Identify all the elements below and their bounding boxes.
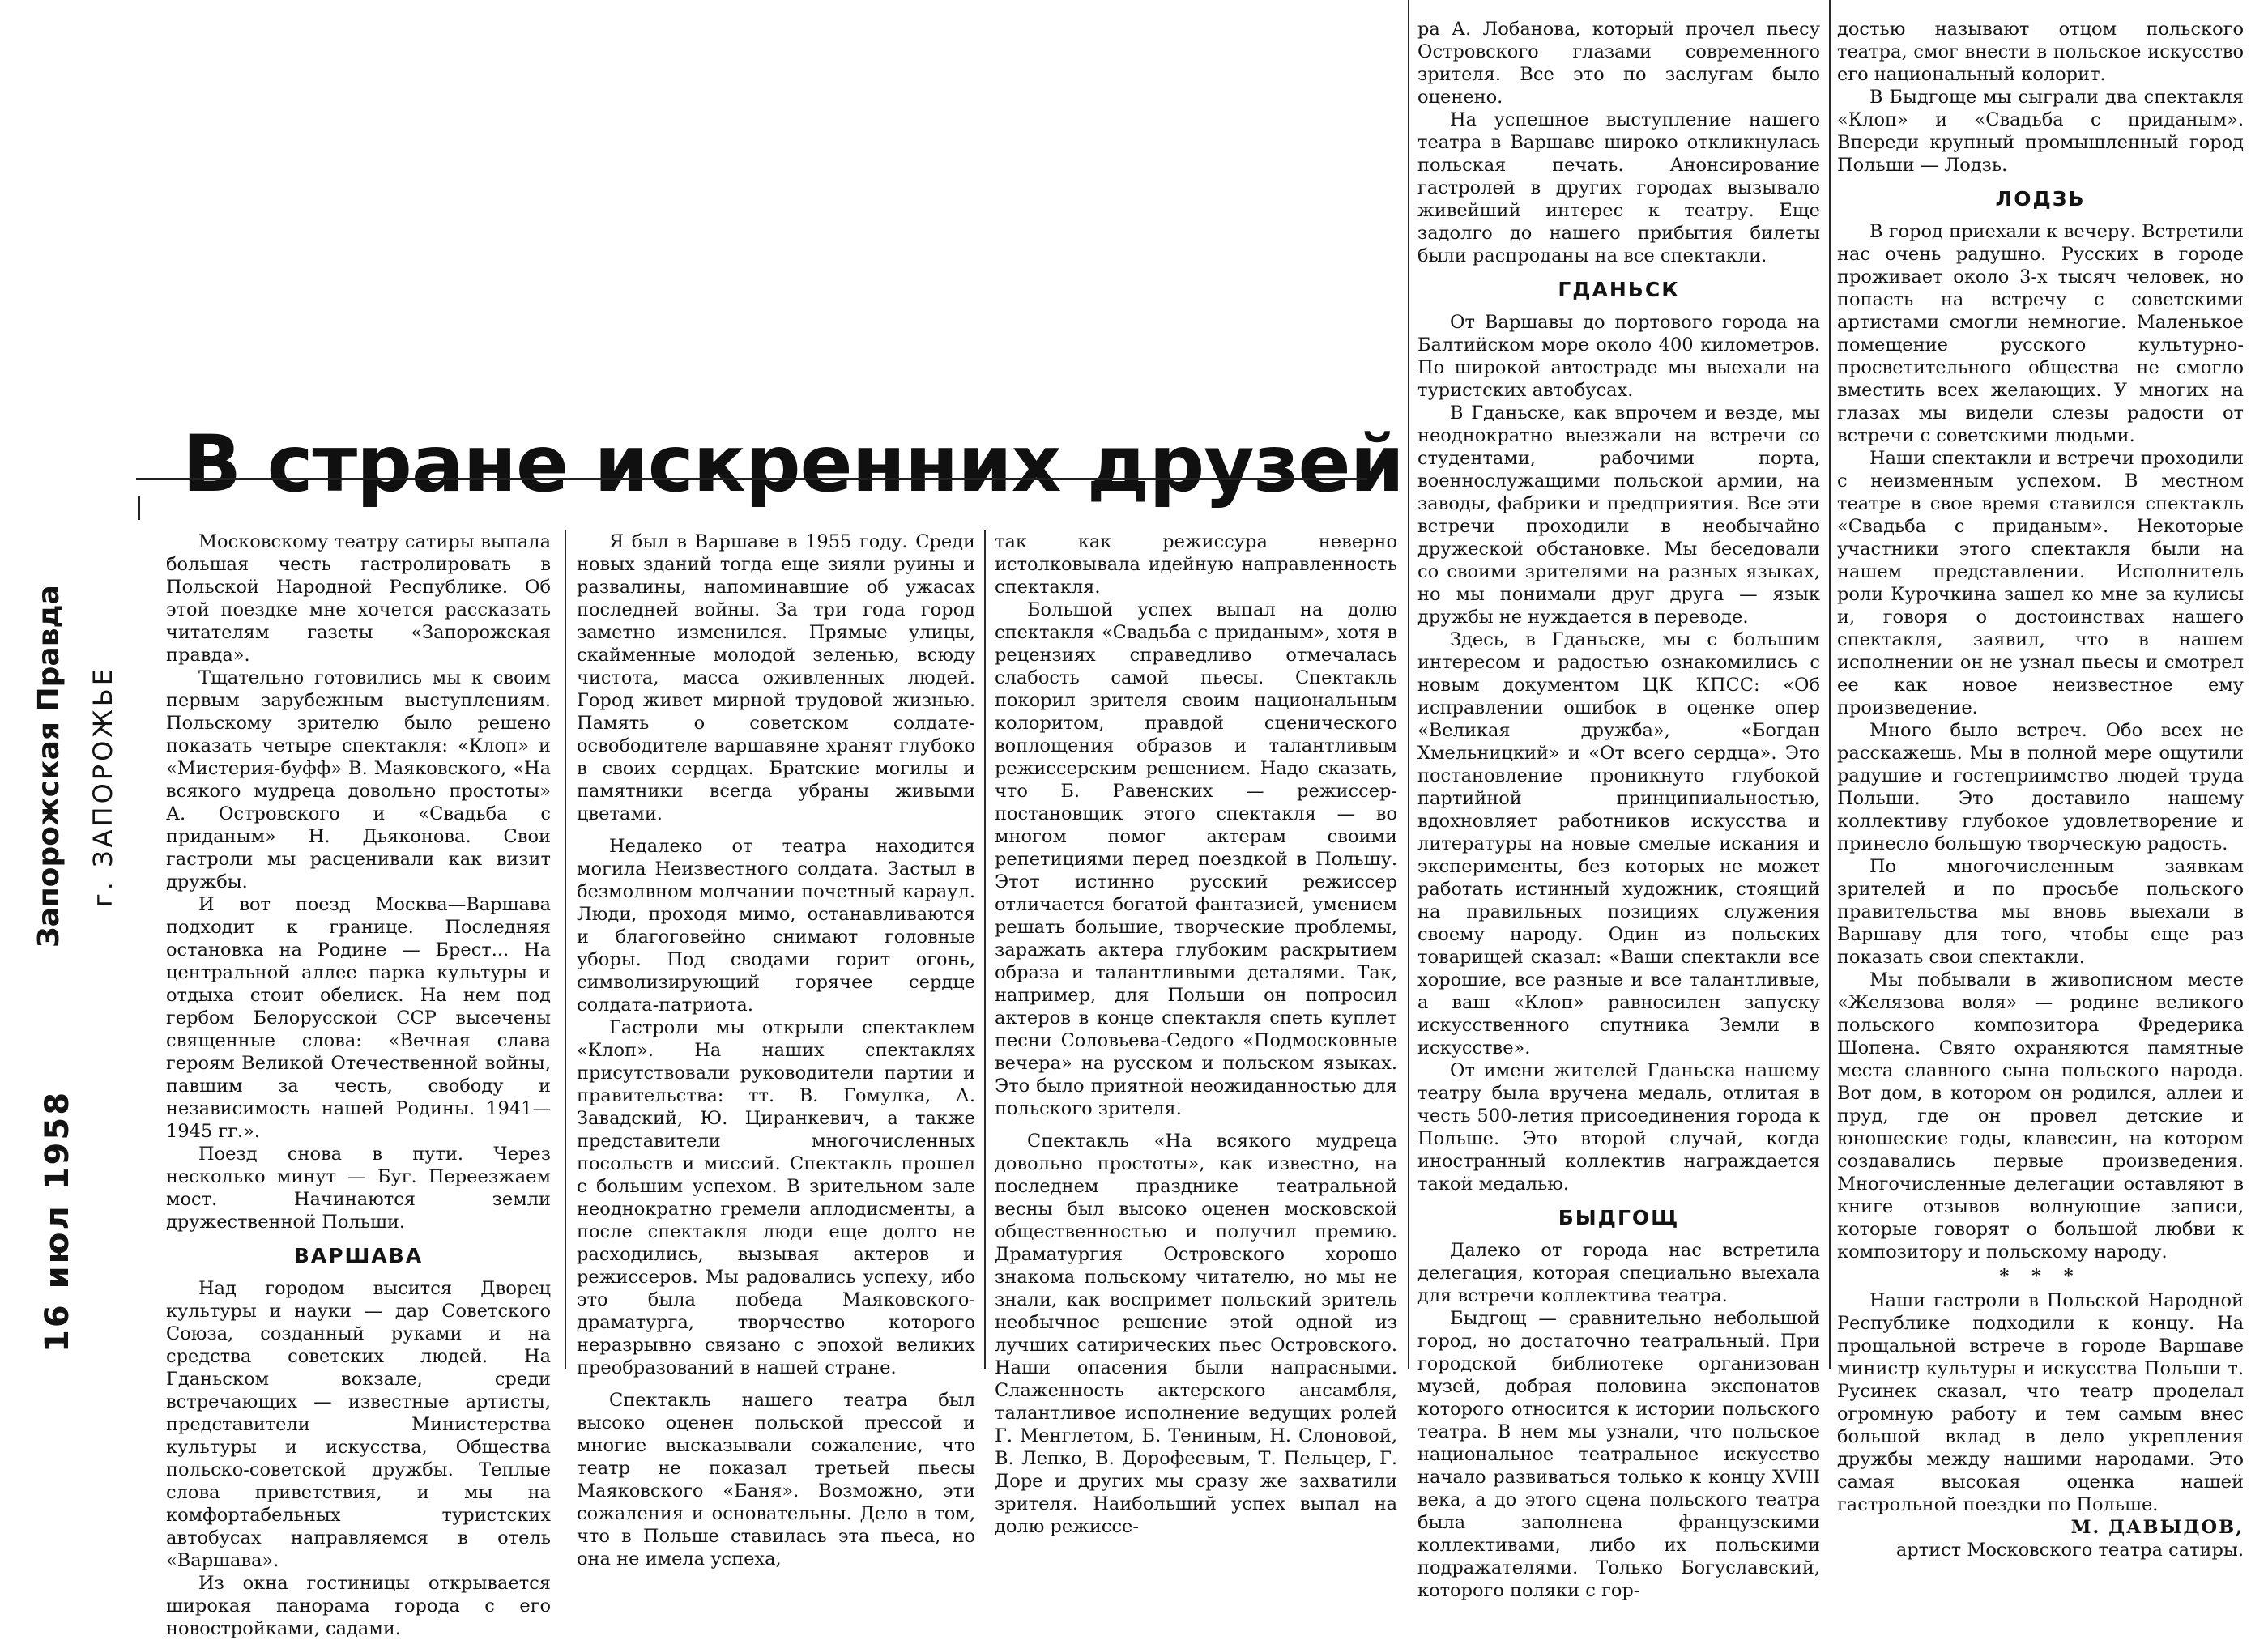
paragraph: достью называют отцом польского театра, смог внести в польское искусство его национальный колорит. bbox=[1837, 19, 2244, 85]
paragraph: Спектакль «На всякого мудреца довольно простоты», как известно, на последнем празднике театральной весны был высоко оценен московской общественностью и получил премию. Драматургия Островского хорошо знакома польскому читателю, но мы не знали, как воспримет польский зритель необычное решение этой одной из лучших сатирических пьес Островского. Наши опасения были напрасными. Слаженность актерского ансамбля, талантливое исполнение ведущих ролей Г. Менглетом, Б. Тениным, Н. Слоновой, В. Лепко, В. Дорофеевым, Т. Пельцер, Г. Доре и других мы сразу же захватили зрителя. Наибольший успех выпал на долю режиссе- bbox=[995, 1131, 1397, 1537]
column-divider-2 bbox=[984, 530, 986, 1369]
paragraph: От имени жителей Гданьска нашему театру была вручена медаль, отлитая в честь 500-летия присоединения города к Польше. Это второй случай, когда иностранный коллектив награждается такой медалью. bbox=[1418, 1060, 1820, 1195]
article-column-1 bbox=[166, 530, 551, 1639]
article-column-5 bbox=[1837, 18, 2244, 1561]
section-heading-lodz: ЛОДЗЬ bbox=[1995, 187, 2086, 211]
paragraph: В город приехали к вечеру. Встретили нас очень радушно. Русских в городе проживает около 3-х тысяч человек, но попасть на встречу с советскими артистами смогли немногие. Маленькое помещение русского культурно-просветительного общества не смогло вместить всех желающих. У многих на глазах мы видели слезы радости от встречи с советскими людьми. bbox=[1837, 221, 2244, 446]
author-role: артист Московского театра сатиры. bbox=[1895, 1540, 2244, 1561]
article-column-3 bbox=[995, 530, 1397, 1537]
paragraph: Наши спектакли и встречи проходили с неизменным успехом. В местном театре в свое время ставился спектакль «Свадьба с приданым». Некоторые участники этого спектакля были на нашем представлении. Исполнитель роли Курочкина зашел ко мне за кулисы и, говоря о достоинствах нашего спектакля, заявил, что в нашем исполнении он не узнал пьесы и смотрел ее как новое неизвестное ему произведение. bbox=[1837, 448, 2244, 718]
paragraph: Поезд снова в пути. Через несколько минут — Буг. Переезжаем мост. Начинаются земли дружественной Польши. bbox=[166, 1144, 551, 1233]
paragraph: Мы побывали в живописном месте «Желязова воля» — родине великого польского композитора Фредерика Шопена. Свято охраняются памятные места славного сына польского народа. Вот дом, в котором он родился, аллеи и пруд, где он провел детские и юношеские годы, клавесин, на котором создавались первые произведения. Многочисленные делегации оставляют в книге отзывов волнующие записи, которые говорят о большой любви к композитору и польскому народу. bbox=[1837, 969, 2244, 1263]
section-heading-warsaw: ВАРШАВА bbox=[293, 1244, 424, 1267]
column-divider-3 bbox=[1408, 0, 1409, 1369]
paragraph: Тщательно готовились мы к своим первым зарубежным выступлениям. Польскому зрителю было решено показать четыре спектакля: «Клоп» и «Мистерия-буфф» В. Маяковского, «На всякого мудреца довольно простоты» А. Островского и «Свадьба с приданым» Н. Дьяконова. Свои гастроли мы расценивали как визит дружбы. bbox=[166, 667, 551, 892]
paragraph: Я был в Варшаве в 1955 году. Среди новых зданий тогда еще зияли руины и развалины, напоминавшие об ужасах последней войны. За три года город заметно изменился. Прямые улицы, скайменные молодой зеленью, всюду чистота, масса оживленных людей. Город живет мирной трудовой жизнью. Память о советском солдате-освободителе варшавяне хранят глубоко в своих сердцах. Братские могилы и памятники всегда убраны живыми цветами. bbox=[577, 531, 975, 824]
article-column-4 bbox=[1418, 18, 1820, 1601]
paragraph: так как режиссура неверно истолковывала идейную направленность спектакля. bbox=[995, 531, 1397, 598]
paragraph: Из окна гостиницы открывается широкая панорама города с его новостройками, садами. bbox=[166, 1573, 551, 1639]
paragraph: Недалеко от театра находится могила Неизвестного солдата. Застыл в безмолвном молчании почетный караул. Люди, проходя мимо, останавливаются и благоговейно снимают головные уборы. Под сводами горит огонь, символизирующий горячее сердце солдата-патриота. bbox=[577, 836, 975, 1016]
paragraph: В Быдгоще мы сыграли два спектакля «Клоп» и «Свадьба с приданым». Впереди крупный промышленный город Польши — Лодзь. bbox=[1837, 87, 2244, 176]
paragraph: По многочисленным заявкам зрителей и по просьбе польского правительства мы вновь выехали в Варшаву для того, чтобы еще раз показать свои спектакли. bbox=[1837, 856, 2244, 968]
newspaper-name: Запорожская Правда bbox=[32, 585, 66, 948]
paragraph: Московскому театру сатиры выпала большая честь гастролировать в Польской Народной Республике. Об этой поездке мне хочется рассказать читателям газеты «Запорожская правда». bbox=[166, 531, 551, 666]
article-bracket bbox=[138, 496, 156, 520]
paragraph: Здесь, в Гданьске, мы с большим интересом и радостью ознакомились с новым документом ЦК КПСС: «Об исправлении ошибок в оценке опер «Великая дружба», «Богдан Хмельницкий» и «От всего сердца». Это постановление проникнуто глубокой партийной принципиальностью, вдохновляет работников искусства и литературы на новые смелые искания и эксперименты, без которых не может работать истинный художник, стоящий на правильных позициях служения своему народу. Один из польских товарищей сказал: «Ваши спектакли все хорошие, все разные и все талантливые, а ваш «Клоп» равносилен запуску искусственного спутника Земли в искусстве». bbox=[1418, 629, 1820, 1059]
paragraph: Над городом высится Дворец культуры и науки — дар Советского Союза, созданный руками и на средства советских людей. На Гданьском вокзале, среди встречающих — известные артисты, представители Министерства культуры и искусства, Общества польско-советской дружбы. Теплые слова приветствия, и мы на комфортабельных туристских автобусах направляемся в отель «Варшава». bbox=[166, 1278, 551, 1571]
paragraph: Далеко от города нас встретила делегация, которая специально выехала для встречи коллектива театра. bbox=[1418, 1240, 1820, 1306]
article-column-2 bbox=[577, 530, 975, 1570]
paragraph: И вот поезд Москва—Варшава подходит к границе. Последняя остановка на Родине — Брест... На центральной аллее парка культуры и отдыха стоит обелиск. На нем под гербом Белорусской ССР высечены священные слова: «Вечная слава героям Великой Отечественной войны, павшим за честь, свободу и независимость нашей Родины. 1941—1945 гг.». bbox=[166, 894, 551, 1142]
issue-date: 16 июл 1958 bbox=[39, 1089, 76, 1352]
column-divider-1 bbox=[565, 530, 566, 1369]
column-divider-4 bbox=[1829, 0, 1831, 1369]
city-name: г. ЗАПОРОЖЬЕ bbox=[87, 666, 118, 907]
paragraph: Спектакль нашего театра был высоко оценен польской прессой и многие высказывали сожаление, что театр не показал третьей пьесы Маяковского «Баня». Возможно, эти сожаления и основательны. Дело в том, что в Польше ставилась эта пьеса, но она не имела успеха, bbox=[577, 1390, 975, 1570]
paragraph: Много было встреч. Обо всех не расскажешь. Мы в полной мере ощутили радушие и гостеприимство людей труда Польши. Это доставило нашему коллективу глубокое удовлетворение и принесло большую творческую радость. bbox=[1837, 720, 2244, 854]
paragraph: Наши гастроли в Польской Народной Республике подходили к концу. На прощальной встрече в городе Варшаве министр культуры и искусства Польши т. Русинек сказал, что театр проделал огромную работу и тем самым внес большой вклад в дело укрепления дружбы между нашими народами. Это самая высокая оценка нашей гастрольной поездки по Польше. bbox=[1837, 1290, 2244, 1515]
section-heading-gdansk: ГДАНЬСК bbox=[1558, 278, 1680, 301]
paragraph: В Гданьске, как впрочем и везде, мы неоднократно выезжали на встречи со студентами, рабочими порта, военнослужащими польской армии, на заводы, фабрики и предприятия. Все эти встречи проходили в необычайно дружеской обстановке. Мы беседовали со своими зрителями на разных языках, но мы понимали друг друга — язык дружбы не нуждается в переводе. bbox=[1418, 403, 1820, 628]
paragraph: ра А. Лобанова, который прочел пьесу Островского глазами современного зрителя. Все это по заслугам было оценено. bbox=[1418, 19, 1820, 108]
paragraph: От Варшавы до портового города на Балтийском море около 400 километров. По широкой автостраде мы выехали на туристских автобусах. bbox=[1418, 312, 1820, 401]
paragraph: Гастроли мы открыли спектаклем «Клоп». На наших спектаклях присутствовали руководители партии и правительства: тт. В. Гомулка, А. Завадский, Ю. Циранкевич, а также представители многочисленных посольств и миссий. Спектакль прошел с большим успехом. В зрительном зале неоднократно гремели аплодисменты, а после спектакля люди еще долго не расходились, вызывая актеров и режиссеров. Мы радовались успеху, ибо это была победа Маяковского-драматурга, творчество которого неразрывно связано с эпохой великих преобразований в нашей стране. bbox=[577, 1017, 975, 1378]
section-heading-bydgoszcz: БЫДГОЩ bbox=[1558, 1206, 1680, 1229]
paragraph: Большой успех выпал на долю спектакля «Свадьба с приданым», хотя в рецензиях справедливо отмечалась слабость самой пьесы. Спектакль покорил зрителя своим национальным колоритом, правдой сценического воплощения образов и талантливым режиссерским решением. Надо сказать, что Б. Равенских — режиссер-постановщик этого спектакля — во многом помог актерам своими репетициями перед поездкой в Польшу. Этот истинно русский режиссер отличается богатой фантазией, умением решать большие, творческие проблемы, заражать актера глубоким раскрытием образа и талантливыми деталями. Так, например, для Польши он попросил актеров в конце спектакля спеть куплет песни Соловьева-Седого «Подмосковные вечера» на русском и польском языках. Это было приятной неожиданностью для польского зрителя. bbox=[995, 599, 1397, 1119]
headline: В стране искренних друзей bbox=[182, 419, 1404, 509]
author-signature: М. ДАВЫДОВ, bbox=[2070, 1517, 2244, 1538]
paragraph: На успешное выступление нашего театра в Варшаве широко откликнулась польская печать. Анонсирование гастролей в других городах вызывало живейший интерес к театру. Еще задолго до нашего прибытия билеты были распроданы на все спектакли. bbox=[1418, 109, 1820, 266]
section-separator: * * * bbox=[1999, 1266, 2082, 1287]
paragraph: Быдгощ — сравнительно небольшой город, но достаточно театральный. При городской библиотеке организован музей, добрая половина экспонатов которого относится к истории польского театра. В нем мы узнали, что польское национальное театральное искусство начало развиваться только к концу XVIII века, а до этого сцена польского театра была заполнена французскими коллективами, либо их польскими подражателями. Только Богуславский, которого поляки с гор- bbox=[1418, 1308, 1820, 1601]
